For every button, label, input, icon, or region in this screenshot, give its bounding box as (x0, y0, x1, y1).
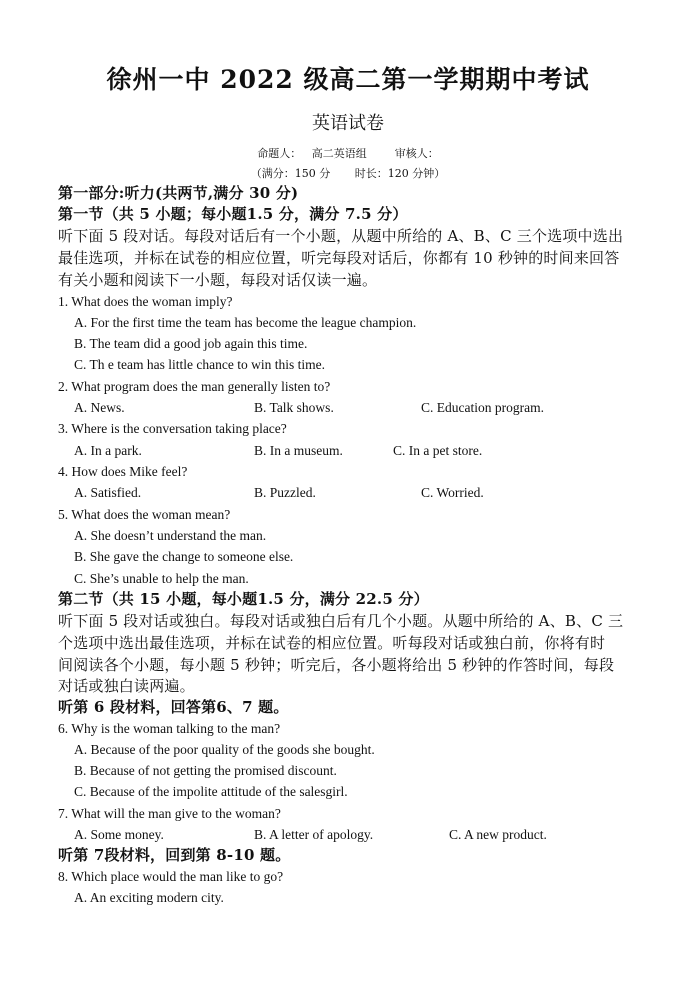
question-2-option-a: A. News. (74, 400, 125, 415)
question-8-option-a: A. An exciting modern city. (74, 890, 224, 905)
section2-instruction-line (58, 611, 642, 632)
exam-info-line: （满分：150 分 时长：120 分钟） (250, 167, 446, 180)
section2-heading: 第二节（共 15 小题，每小题1.5 分，满分 22.5 分） (58, 590, 429, 608)
question-4-option-c: C. Worried. (421, 485, 484, 500)
section1-heading: 第一节（共 5 小题；每小题1.5 分，满分 7.5 分） (58, 205, 408, 223)
question-2-stem: 2. What program does the man generally listen to? (58, 379, 331, 394)
question-7-stem: 7. What will the man give to the woman? (58, 806, 281, 821)
section1-instruction-line: 最佳选项，并标在试卷的相应位置，听完每段对话后，你都有 10 秒钟的时间来回答 (58, 249, 620, 267)
section1-instruction-line: 有关小题和阅读下一小题，每段对话仅读一遍。 (58, 271, 378, 289)
question-1-option-b: B. The team did a good job again this time. (74, 336, 308, 351)
question-1-option-c: C. Th e team has little chance to win this time. (74, 357, 325, 372)
section2-instruction-line: 间阅读各个小题，每小题 5 秒钟；听完后，各小题将给出 5 秒钟的作答时间，每段 (58, 656, 615, 674)
question-5-option-c: C. She’s unable to help the man. (74, 571, 249, 586)
question-7-option-a: A. Some money. (74, 827, 164, 842)
question-7-option-b: B. A letter of apology. (254, 827, 374, 842)
passage-7-heading: 听第 7段材料，回到第 8-10 题。 (58, 846, 291, 864)
section2-instruction-line: 个选项中选出最佳选项，并标在试卷的相应位置。听每段对话或独白前，你将有时 (58, 634, 606, 652)
question-6-option-a: A. Because of the poor quality of the goods she bought. (74, 742, 375, 757)
question-4-option-a: A. Satisfied. (74, 485, 142, 500)
question-4-option-b: B. Puzzled. (254, 485, 316, 500)
question-3-option-c: C. In a pet store. (393, 443, 483, 458)
question-8-stem: 8. Which place would the man like to go? (58, 869, 284, 884)
section2-instruction-rest: 每段对话或独白后有几个小题。从题中所给的 A、B、C 三 (229, 612, 624, 630)
question-5-option-a: A. She doesn’t understand the man. (74, 528, 267, 543)
question-3-option-b: B. In a museum. (254, 443, 343, 458)
question-2-option-c: C. Education program. (421, 400, 544, 415)
question-2-option-b: B. Talk shows. (254, 400, 334, 415)
question-6-option-b: B. Because of not getting the promised discount. (74, 763, 337, 778)
question-7-option-c: C. A new product. (449, 827, 547, 842)
question-6-option-c: C. Because of the impolite attitude of the salesgirl. (74, 784, 348, 799)
section2-instruction-prefix: 听下面 5 段对话或独白。 (58, 612, 230, 630)
question-4-stem: 4. How does Mike feel? (58, 464, 188, 479)
question-1-option-a: A. For the first time the team has become the league champion. (74, 315, 417, 330)
section2-instruction-line: 对话或独白读两遍。 (58, 677, 195, 695)
question-6-stem: 6. Why is the woman talking to the man? (58, 721, 281, 736)
question-1-stem: 1. What does the woman imply? (58, 294, 233, 309)
passage-6-heading: 听第 6 段材料，回答第6、7 题。 (58, 698, 289, 716)
question-5-stem: 5. What does the woman mean? (58, 507, 231, 522)
section2-heading-line (58, 589, 642, 610)
setter-line: 命题人： 高二英语组 审核人： (257, 147, 439, 160)
question-5-option-b: B. She gave the change to someone else. (74, 549, 294, 564)
exam-title: 徐州一中 2022 级高二第一学期期中考试 (106, 65, 590, 94)
part1-heading: 第一部分:听力(共两节,满分 30 分) (58, 184, 299, 202)
section1-instruction-line: 听下面 5 段对话。每段对话后有一个小题，从题中所给的 A、B、C 三个选项中选出 (58, 227, 624, 245)
exam-subtitle: 英语试卷 (312, 113, 384, 134)
question-3-option-a: A. In a park. (74, 443, 142, 458)
question-3-stem: 3. Where is the conversation taking place? (58, 421, 287, 436)
